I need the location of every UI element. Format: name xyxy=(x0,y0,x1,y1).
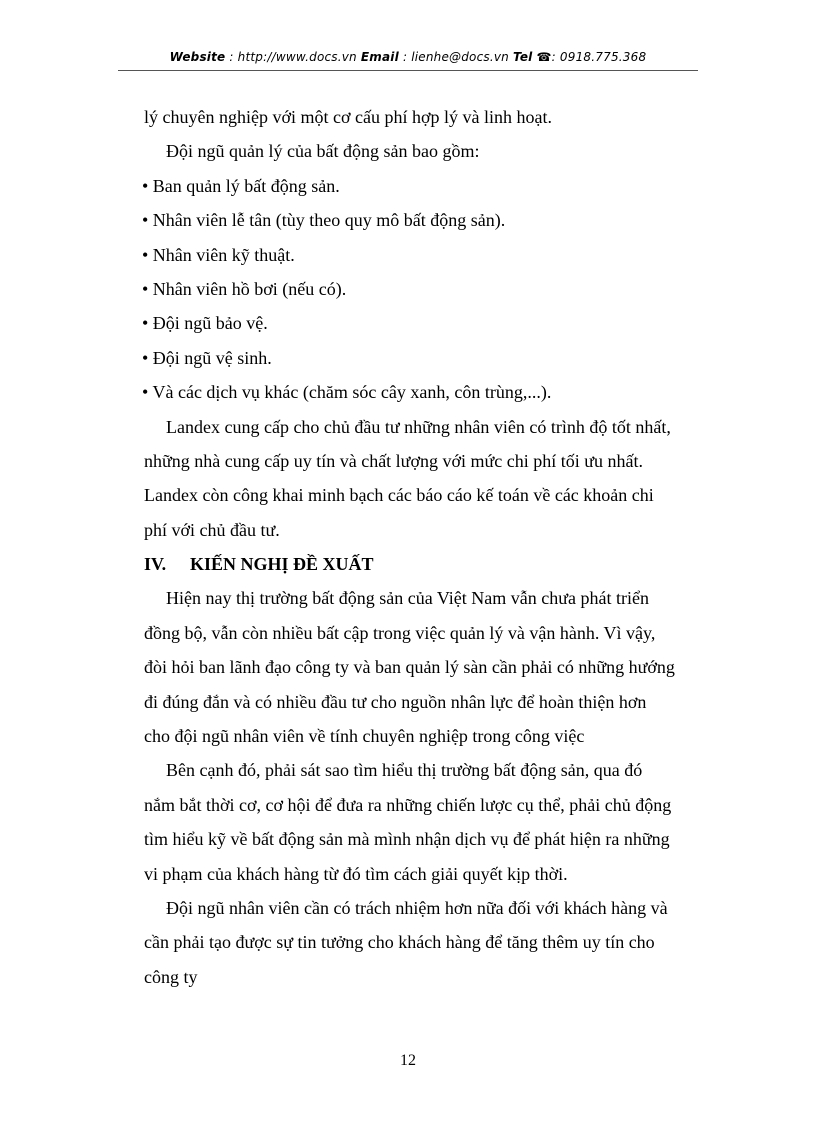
email-value: : lienhe@docs.vn xyxy=(402,50,509,64)
list-item: • Nhân viên kỹ thuật. xyxy=(142,244,295,265)
phone-icon: ☎ xyxy=(536,50,552,64)
section-title: KIẾN NGHỊ ĐỀ XUẤT xyxy=(190,554,374,575)
website-label: Website xyxy=(169,50,226,64)
paragraph-line: tìm hiểu kỹ về bất động sản mà mình nhận dịch vụ để phát hiện ra những xyxy=(144,829,670,850)
list-item: • Và các dịch vụ khác (chăm sóc cây xanh, côn trùng,...). xyxy=(142,382,552,403)
page-number: 12 xyxy=(400,1052,416,1069)
paragraph-line: phí với chủ đầu tư. xyxy=(144,519,280,540)
paragraph-line: Đội ngũ quản lý của bất động sản bao gồm: xyxy=(166,141,480,162)
paragraph-line: đồng bộ, vẫn còn nhiều bất cập trong việc quản lý và vận hành. Vì vậy, xyxy=(144,622,656,643)
section-number: IV. xyxy=(144,554,167,575)
page-header xyxy=(118,50,698,64)
paragraph-line: đòi hỏi ban lãnh đạo công ty và ban quản lý sàn cần phải có những hướng xyxy=(144,657,675,678)
document-body xyxy=(144,100,704,994)
list-item: • Nhân viên lễ tân (tùy theo quy mô bất động sản). xyxy=(142,210,506,231)
section-heading xyxy=(144,547,704,581)
paragraph-line: nắm bắt thời cơ, cơ hội để đưa ra những chiến lược cụ thể, phải chủ động xyxy=(144,794,672,815)
paragraph-line: những nhà cung cấp uy tín và chất lượng với mức chi phí tối ưu nhất. xyxy=(144,450,643,471)
list-item: • Nhân viên hồ bơi (nếu có). xyxy=(142,278,347,299)
tel-label: Tel xyxy=(513,50,533,64)
website-value: : http://www.docs.vn xyxy=(229,50,357,64)
header-divider xyxy=(118,70,698,71)
paragraph-line: vi phạm của khách hàng từ đó tìm cách giải quyết kịp thời. xyxy=(144,863,568,884)
paragraph-line: Landex còn công khai minh bạch các báo cáo kế toán về các khoản chi xyxy=(144,485,654,506)
paragraph-line: lý chuyên nghiệp với một cơ cấu phí hợp lý và linh hoạt. xyxy=(144,107,552,127)
paragraph-line: cho đội ngũ nhân viên về tính chuyên nghiệp trong công việc xyxy=(144,726,585,747)
paragraph-line: công ty xyxy=(144,966,198,987)
paragraph-line: Đội ngũ nhân viên cần có trách nhiệm hơn nữa đối với khách hàng và xyxy=(166,897,668,918)
tel-value: : 0918.775.368 xyxy=(551,50,647,64)
list-item: • Ban quản lý bất động sản. xyxy=(142,175,340,196)
paragraph-line: Hiện nay thị trường bất động sản của Việt Nam vẫn chưa phát triển xyxy=(166,588,649,609)
list-item: • Đội ngũ bảo vệ. xyxy=(142,313,268,334)
email-label: Email xyxy=(360,50,399,64)
paragraph-line: Bên cạnh đó, phải sát sao tìm hiểu thị trường bất động sản, qua đó xyxy=(166,760,643,781)
list-item: • Đội ngũ vệ sinh. xyxy=(142,347,272,368)
paragraph-line: cần phải tạo được sự tin tưởng cho khách hàng để tăng thêm uy tín cho xyxy=(144,932,655,953)
paragraph-line: đi đúng đắn và có nhiều đầu tư cho nguồn nhân lực để hoàn thiện hơn xyxy=(144,691,647,712)
paragraph-line: Landex cung cấp cho chủ đầu tư những nhân viên có trình độ tốt nhất, xyxy=(166,416,671,437)
